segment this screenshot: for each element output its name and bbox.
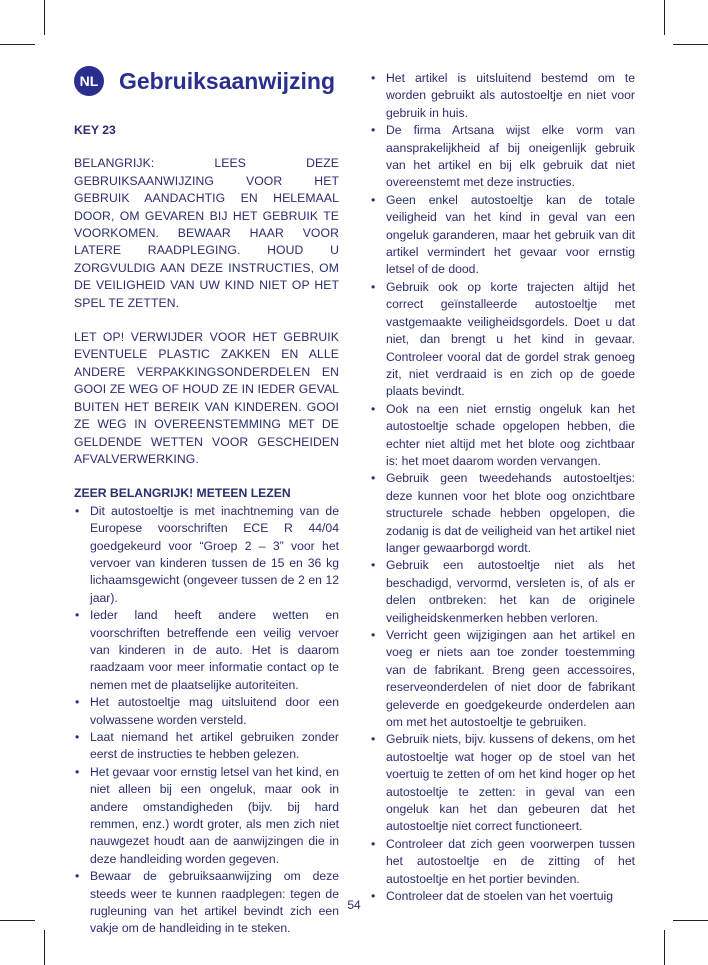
list-item: • Gebruik niets, bijv. kussens of dekens, om het autostoeltje wat hoger op de stoel van het voertuig te zetten of om het kind hoger op het autostoeltje te zetten: in geval van een ongeluk kan het dan gebeuren dat het autostoeltje niet correct functioneert. [370,731,635,835]
language-badge: NL [74,66,104,96]
crop-mark-bottom-left [44,930,45,965]
list-item: • Het artikel is uitsluitend bestemd om te worden gebruikt als autostoeltje en niet voor gebruik in huis. [370,70,635,122]
list-item: • Gebruik ook op korte trajecten altijd het correct geïnstalleerde autostoeltje met vastgemaakte veiligheidsgordels. Doet u dat niet, dan brengt u het kind in gevaar. Controleer vooral dat de gordel strak genoeg zit, niet verdraaid is en zich op de goede plaats bevindt. [370,279,635,401]
list-item: • Ook na een niet ernstig ongeluk kan het autostoeltje schade opgelopen hebben, die echter niet altijd met het blote oog zichtbaar is: het moet daarom worden vervangen. [370,401,635,471]
list-item: • Ieder land heeft andere wetten en voorschriften betreffende een veilig vervoer van kinderen in de auto. Het is daarom raadzaam voor meer informatie contact op te nemen met de plaatselijke autoriteiten. [74,607,339,694]
model-name: KEY 23 [74,123,116,137]
page-header [74,66,335,96]
crop-mark-top-right-h [673,44,708,45]
crop-mark-bottom-right [664,930,665,965]
list-item: • Het gevaar voor ernstig letsel van het kind, en niet alleen bij een ongeluk, maar ook in andere omstandigheden (bijv. bij hard remmen, enz.) wordt groter, als men zich niet nauwgezet houdt aan de aanwijzingen die in deze handleiding worden gegeven. [74,764,339,868]
list-item: • Laat niemand het artikel gebruiken zonder eerst de instructies te hebben gelezen. [74,729,339,764]
left-bullet-list [74,503,339,938]
crop-mark-top-right [664,0,665,35]
important-paragraph: BELANGRIJK: LEES DEZE GEBRUIKSAANWIJZING VOOR HET GEBRUIK AANDACHTIG EN HELEMAAL DOOR, OM GEVAREN BIJ HET GEBRUIK TE VOORKOMEN. BEWAAR HAAR VOOR LATERE RAADPLEGING. HOUD U ZORGVULDIG AAN DEZE INSTRUCTIES, OM DE VEILIGHEID VAN UW KIND NIET OP HET SPEL TE ZETTEN. [74,156,339,310]
right-column [370,70,635,906]
crop-mark-bottom-left-h [0,920,35,921]
list-item: • Controleer dat de stoelen van het voertuig [370,888,635,905]
list-item: • Verricht geen wijzigingen aan het artikel en voeg er niets aan toe zonder toestemming van de fabrikant. Breng geen accessoires, reserveonderdelen of niet door de fabrikant geleverde en goedgekeurde onderdelen aan om met het autostoeltje te gebruiken. [370,627,635,731]
page-title: Gebruiksaanwijzing [119,67,335,94]
list-item: • Controleer dat zich geen voorwerpen tussen het autostoeltje en de zitting of het autostoeltje en het portier bevinden. [370,836,635,888]
list-item: • Dit autostoeltje is met inachtneming van de Europese voorschriften ECE R 44/04 goedgekeurd voor “Groep 2 – 3” voor het vervoer van kinderen tussen de 15 en 36 kg lichaamsgewicht (ongeveer tussen de 2 en 12 jaar). [74,503,339,607]
section-subheading: ZEER BELANGRIJK! METEEN LEZEN [74,486,291,501]
list-item: • Gebruik geen tweedehands autostoeltjes: deze kunnen voor het blote oog onzichtbare structurele schade hebben opgelopen, die zodanig is dat de veiligheid van het artikel niet langer gewaarborgd wordt. [370,470,635,557]
right-bullet-list [370,70,635,906]
left-column [74,122,339,938]
warning-paragraph: LET OP! VERWIJDER VOOR HET GEBRUIK EVENTUELE PLASTIC ZAKKEN EN ALLE ANDERE VERPAKKINGSONDERDELEN EN GOOI ZE WEG OF HOUD ZE IN IEDER GEVAL BUITEN HET BEREIK VAN KINDEREN. GOOI ZE WEG IN OVEREENSTEMMING MET DE GELDENDE WETTEN VOOR GESCHEIDEN AFVALVERWERKING. [74,330,339,466]
crop-mark-top-left [44,0,45,35]
list-item: • Geen enkel autostoeltje kan de totale veiligheid van het kind in geval van een ongeluk garanderen, maar het gebruik van dit artikel vermindert het gevaar voor ernstig letsel of de dood. [370,192,635,279]
crop-mark-bottom-right-h [673,920,708,921]
list-item: • Gebruik een autostoeltje niet als het beschadigd, vervormd, versleten is, of als er delen ontbreken: het kan de originele veiligheidskenmerken hebben verloren. [370,557,635,627]
list-item: • Bewaar de gebruiksaanwijzing om deze steeds weer te kunnen raadplegen: tegen de rugleuning van het artikel bevindt zich een vakje om de handleiding in te steken. [74,868,339,938]
list-item: • De firma Artsana wijst elke vorm van aansprakelijkheid af bij oneigenlijk gebruik van het artikel en bij elk gebruik dat niet overeenstemt met deze instructies. [370,122,635,192]
crop-mark-top-left-h [0,44,35,45]
page-number: 54 [347,898,361,912]
list-item: • Het autostoeltje mag uitsluitend door een volwassene worden versteld. [74,694,339,729]
